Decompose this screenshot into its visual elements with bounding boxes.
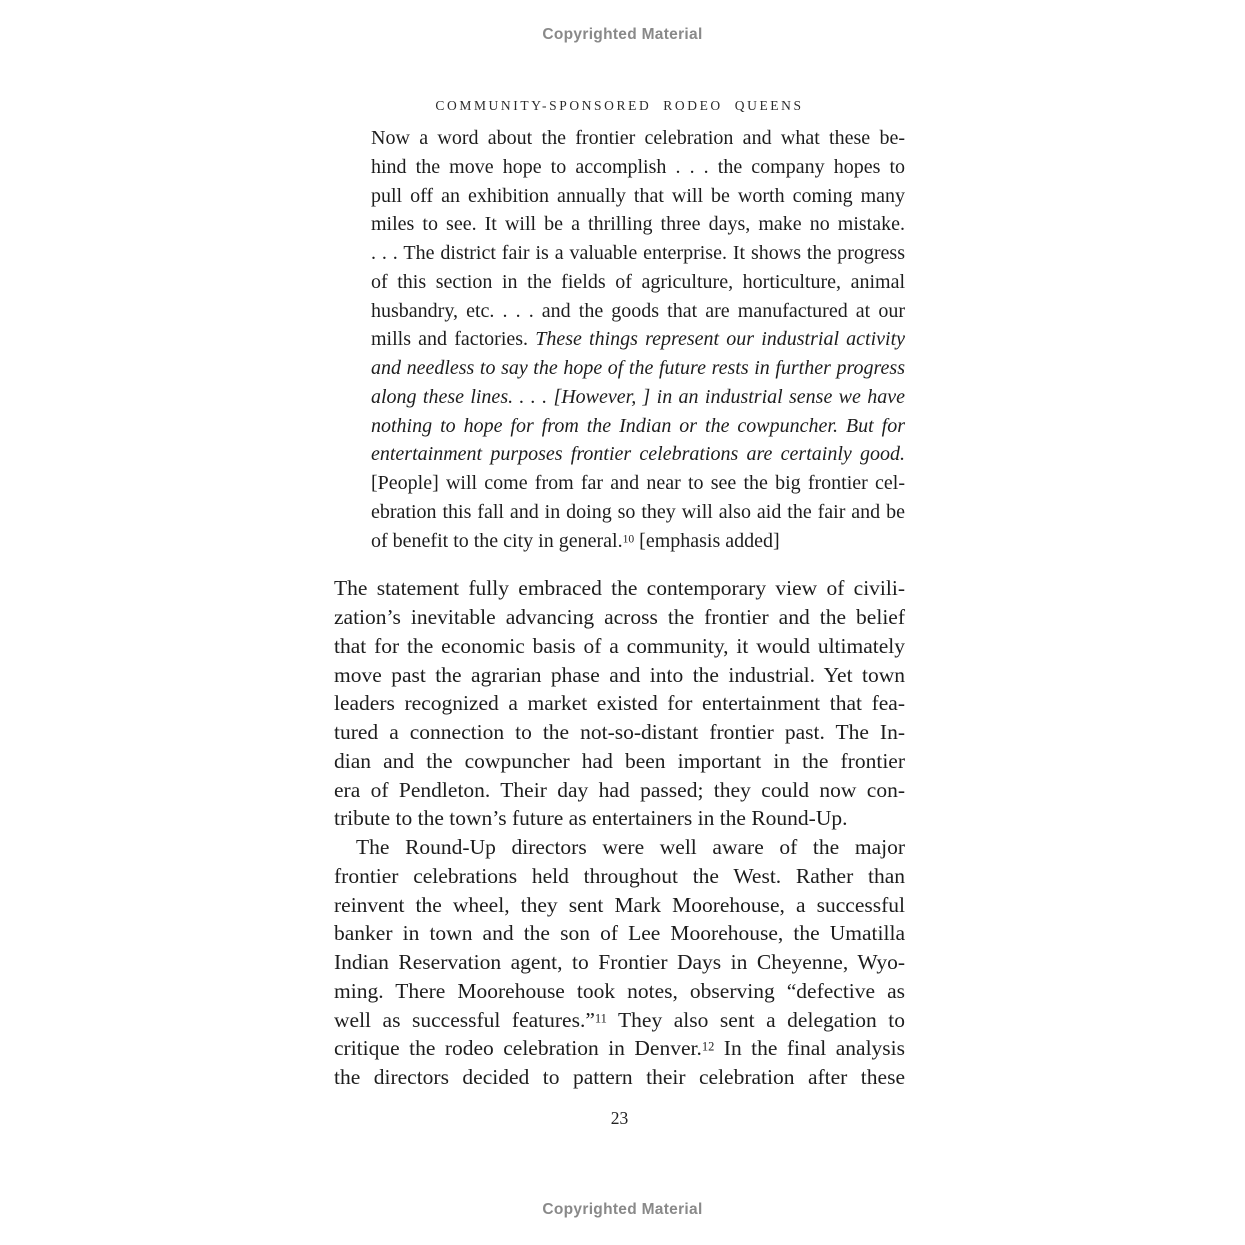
text-line: banker in town and the son of Lee Moorehouse, the Umatilla [334,921,905,946]
quote-roman-segment: of benefit to the city in general. [371,529,623,552]
text-line: tured a connection to the not-so-distant frontier past. The In- [334,720,905,744]
quote-line: husbandry, etc. . . . and the goods that are manufactured at our [371,299,905,322]
text-line: The statement fully embraced the contemporary view of civili- [334,576,905,601]
text-line: tribute to the town’s future as entertainers in the Round-Up. [334,806,848,831]
text-line: zation’s inevitable advancing across the frontier and the belief [334,605,905,629]
footnote-ref-12: 12 [701,1039,715,1054]
quote-line: pull off an exhibition annually that will be worth coming many [371,184,905,207]
quote-line [371,527,905,556]
text-line: ming. There Moorehouse took notes, observing “defective as [334,978,905,1003]
footnote-ref-10: 10 [622,532,635,546]
quote-line-italic: and needless to say the hope of the future rests in further progress [371,357,905,379]
quote-line-italic: nothing to hope for from the Indian or the cowpuncher. But for [371,414,905,437]
text-line: Indian Reservation agent, to Frontier Days in Cheyenne, Wyo- [334,950,905,974]
text-line: frontier celebrations held throughout the West. Rather than [334,863,905,888]
text-line: dian and the cowpuncher had been important in the frontier [334,748,905,773]
quote-line: [People] will come from far and near to see the big frontier cel- [371,472,905,494]
quote-line: . . . The district fair is a valuable enterprise. It shows the progress [371,242,905,264]
quote-line: hind the move hope to accomplish . . . the company hopes to [371,155,905,178]
quote-line: ebration this fall and in doing so they will also aid the fair and be [371,500,905,523]
block-quote [371,124,905,555]
page-number: 23 [610,1108,629,1128]
quote-line: miles to see. It will be a thrilling three days, make no mistake. [371,213,905,236]
paragraph-2 [334,833,905,1092]
quote-line-italic: along these lines. . . . [However, ] in an industrial sense we have [371,385,905,408]
body-text [334,574,905,1092]
text-column [334,124,905,1092]
footnote-ref-11: 11 [594,1010,607,1025]
text-segment: They also sent a delegation to [606,1007,905,1032]
quote-line: Now a word about the frontier celebration and what these be- [371,127,905,149]
text-line: move past the agrarian phase and into the industrial. Yet town [334,662,905,687]
quote-line-italic: entertainment purposes frontier celebrations are certainly good. [371,443,905,466]
text-line [334,1034,905,1063]
text-line [334,1006,905,1035]
text-line: The Round-Up directors were well aware of the major [356,835,905,859]
text-line: era of Pendleton. Their day had passed; they could now con- [334,777,905,802]
text-segment: critique the rodeo celebration in Denver. [334,1036,702,1061]
text-segment: well as successful features.” [334,1007,595,1032]
copyright-notice-bottom: Copyrighted Material [542,1201,703,1218]
text-line: that for the economic basis of a community, it would ultimately [334,633,905,658]
text-segment: In the final analysis [714,1036,905,1061]
paragraph-1 [334,574,905,833]
emphasis-added-note: [emphasis added] [634,529,780,552]
copyright-notice-top: Copyrighted Material [542,26,703,43]
text-line: leaders recognized a market existed for entertainment that fea- [334,691,905,716]
text-line: the directors decided to pattern their celebration after these [334,1065,905,1089]
quote-roman-segment: mills and factories. [371,328,536,351]
text-line: reinvent the wheel, they sent Mark Moorehouse, a successful [334,892,905,917]
quote-italic-segment: These things represent our industrial activity [535,328,906,351]
quote-line: of this section in the fields of agriculture, horticulture, animal [371,270,905,293]
running-head: COMMUNITY-SPONSORED RODEO QUEENS [435,98,804,113]
quote-line [371,325,905,354]
